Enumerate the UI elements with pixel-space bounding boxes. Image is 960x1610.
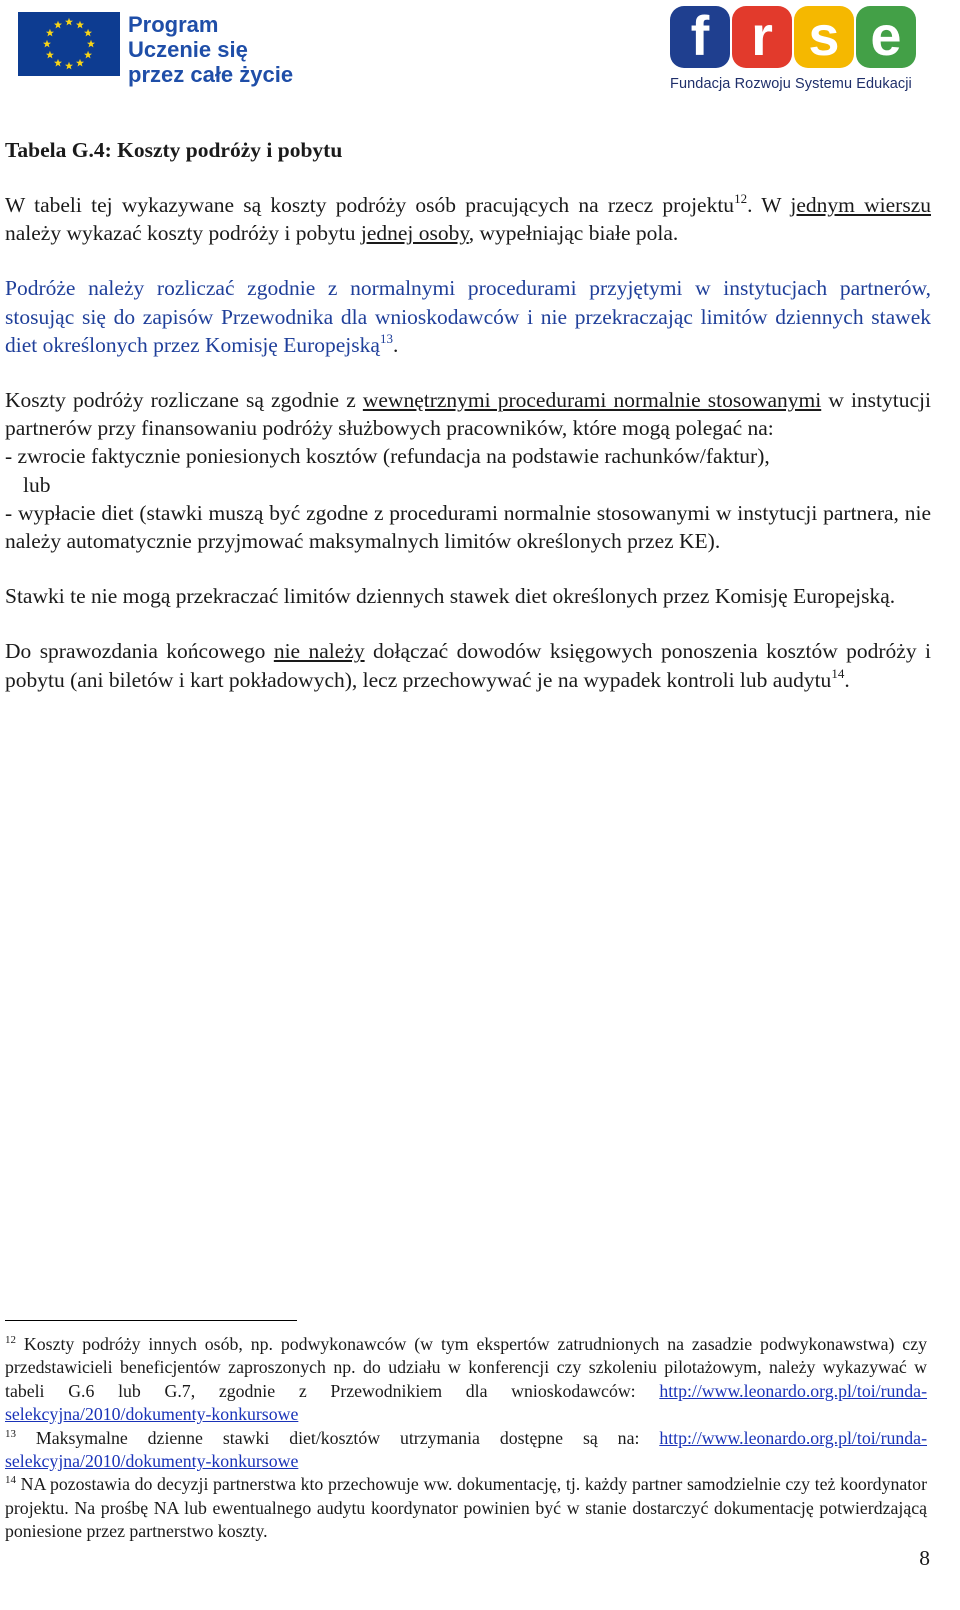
list-item-1: - zwrocie faktycznie poniesionych kosztów (refundacja na podstawie rachunków/faktur), (5, 444, 770, 469)
footnote-13 (5, 1427, 927, 1474)
list-item-1-cont: lub (23, 472, 51, 497)
paragraph-4: Stawki te nie mogą przekraczać limitów dziennych stawek diet określonych przez Komisję Europejską. (5, 584, 896, 609)
p3-text-a: Koszty podróży rozliczane są zgodnie z (5, 388, 363, 413)
p1-text-c: należy wykazać koszty podróży i pobytu (5, 221, 361, 246)
footnote-14 (5, 1473, 927, 1543)
frse-letter-e: e (856, 6, 916, 68)
footnote-14-number: 14 (5, 1474, 16, 1487)
frse-caption: Fundacja Rozwoju Systemu Edukacji (670, 76, 912, 92)
program-line-2: Uczenie się (128, 37, 248, 62)
p1-underline-2: jednej osoby (360, 221, 469, 246)
p5-underline: nie należy (273, 639, 365, 664)
footnote-12-number: 12 (5, 1334, 16, 1346)
footnotes (5, 1333, 927, 1544)
footnote-14-text: NA pozostawia do decyzji partnerstwa kto przechowuje ww. dokumentację, tj. każdy partner samodzielnie czy też koordynator projektu. Na prośbę NA lub ewentualnego audytu koordynator powinien być w stanie dostarczyć dokumentację potwierdzającą poniesione przez partnerstwo koszty. (5, 1474, 927, 1542)
p5-text-b: dołączać dowodów księgowych ponoszenia kosztów podróży i pobytu (ani biletów i kart pokładowych), lecz przechowywać je na wypadek kontroli lub audytu (5, 639, 931, 692)
paragraph-5 (5, 637, 931, 693)
footnote-13-link[interactable]: http://www.leonardo.org.pl/toi/runda-selekcyjna/2010/dokumenty-konkursowe (5, 1427, 927, 1472)
document-body (5, 136, 931, 721)
footnote-12 (5, 1333, 927, 1427)
footnote-ref-14[interactable]: 14 (831, 665, 845, 681)
program-line-1: Program (128, 12, 219, 37)
footnote-13-number: 13 (5, 1427, 16, 1440)
p1-text-b: . W (747, 193, 791, 217)
list-item-2: - wypłacie diet (stawki muszą być zgodne z procedurami normalnie stosowanymi w instytucji partnera, nie należy automatycznie przyjmować maksymalnych limitów określonych przez KE). (5, 500, 931, 554)
footnote-ref-12[interactable]: 12 (734, 191, 748, 206)
paragraph-3 (5, 386, 931, 555)
p2-end: . (392, 332, 399, 357)
p1-underline-1: jednym wierszu (790, 193, 931, 217)
paragraph-2 (5, 274, 931, 359)
p5-text-a: Do sprawozdania końcowego (5, 639, 274, 664)
eu-program-logo (18, 12, 318, 92)
frse-logo (670, 6, 940, 101)
p1-text-a: W tabeli tej wykazywane są koszty podróży osób pracujących na rzecz projektu (5, 193, 735, 217)
footnote-12-text: Koszty podróży innych osób, np. podwykonawców (w tym ekspertów zatrudnionych na zasadzie podwykonawstwa) czy przedstawicieli beneficjentów zaproszonych np. do udziału w konferencji czy szkoleniu pilotażowym, należy wykazywać w tabeli G.6 lub G.7, zgodnie z Przewodnikiem dla wnioskodawców: (5, 1334, 927, 1401)
footnote-separator (5, 1320, 297, 1321)
p1-text-d: , wypełniając białe pola. (468, 221, 679, 246)
footnote-12-link[interactable]: http://www.leonardo.org.pl/toi/runda-selekcyjna/2010/dokumenty-konkursowe (5, 1380, 927, 1425)
footnote-13-text: Maksymalne dzienne stawki diet/kosztów utrzymania dostępne są na: (16, 1427, 660, 1448)
p3-text-b: w instytucji partnerów przy finansowaniu podróży służbowych pracowników, które mogą polegać na: (5, 388, 931, 441)
footnote-ref-13[interactable]: 13 (379, 330, 393, 346)
p2-text: Podróże należy rozliczać zgodnie z normalnymi procedurami przyjętymi w instytucjach partnerów, stosując się do zapisów Przewodnika dla wnioskodawców i nie przekraczając limitów dziennych stawek diet określonych przez Komisję Europejską (5, 276, 931, 357)
frse-letter-r: r (732, 6, 792, 68)
program-line-3: przez całe życie (128, 62, 294, 87)
section-title: Tabela G.4: Koszty podróży i pobytu (5, 138, 343, 162)
frse-letters (670, 6, 940, 68)
page-number: 8 (919, 1546, 930, 1570)
p3-underline: wewnętrznymi procedurami normalnie stosowanymi (362, 388, 822, 413)
frse-letter-f: f (670, 6, 730, 68)
eu-flag-icon (18, 12, 120, 76)
frse-letter-s: s (794, 6, 854, 68)
eu-stars-icon (18, 12, 120, 76)
page-header (0, 0, 960, 110)
p5-end: . (844, 667, 850, 692)
paragraph-1 (5, 191, 931, 247)
program-name (128, 12, 293, 87)
